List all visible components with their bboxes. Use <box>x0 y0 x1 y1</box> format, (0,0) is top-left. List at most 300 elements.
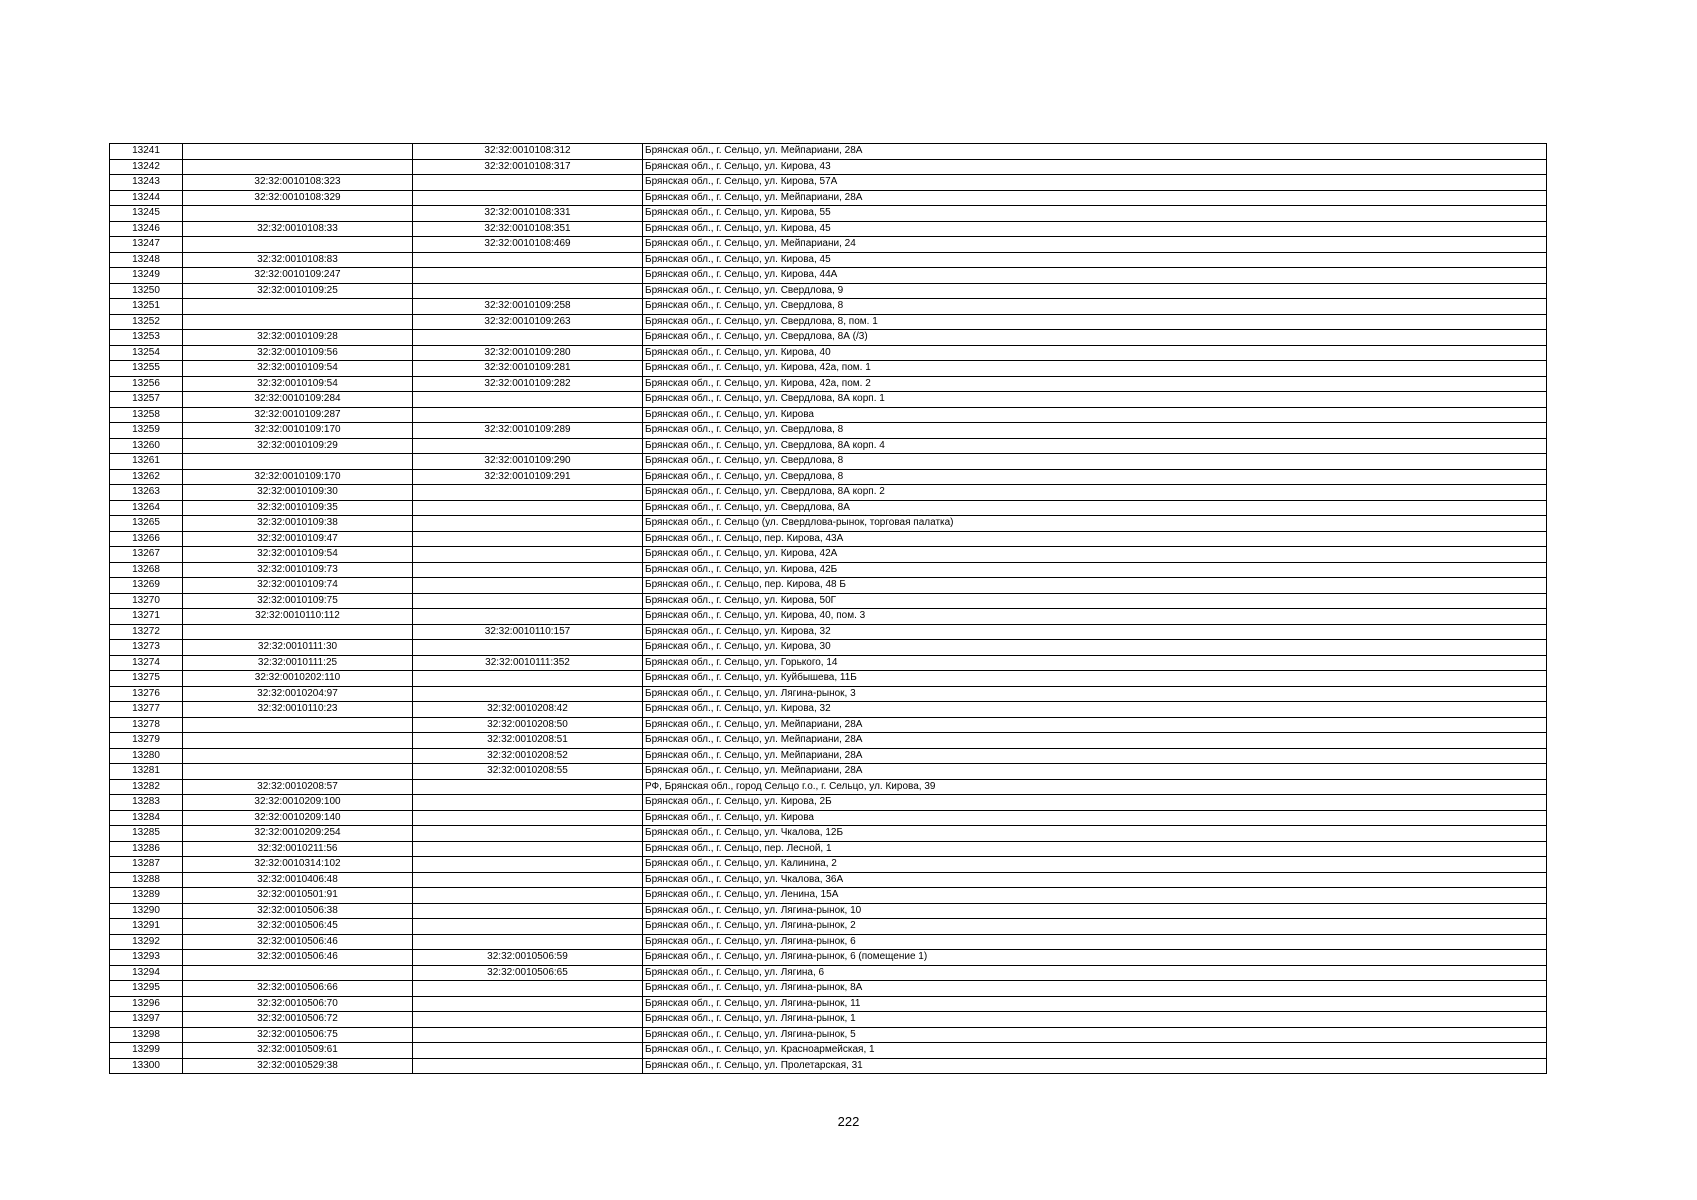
cadastral-number-cell: 32:32:0010109:54 <box>183 547 413 563</box>
cadastral-number-cell: 32:32:0010506:46 <box>183 950 413 966</box>
building-cadastral-number-cell: 32:32:0010208:51 <box>413 733 643 749</box>
table-row <box>110 655 1547 671</box>
table-row <box>110 578 1547 594</box>
table-row <box>110 795 1547 811</box>
table-row <box>110 221 1547 237</box>
building-cadastral-number-cell <box>413 686 643 702</box>
building-cadastral-number-cell <box>413 779 643 795</box>
address-cell: РФ, Брянская обл., город Сельцо г.о., г. Сельцо, ул. Кирова, 39 <box>643 779 1547 795</box>
building-cadastral-number-cell <box>413 810 643 826</box>
table-row <box>110 702 1547 718</box>
address-cell: Брянская обл., г. Сельцо, ул. Свердлова, 8 <box>643 454 1547 470</box>
table-row <box>110 330 1547 346</box>
row-number-cell: 13281 <box>110 764 183 780</box>
table-row <box>110 423 1547 439</box>
table-row <box>110 919 1547 935</box>
building-cadastral-number-cell <box>413 283 643 299</box>
table-row <box>110 965 1547 981</box>
table-row <box>110 361 1547 377</box>
cadastral-number-cell: 32:32:0010109:73 <box>183 562 413 578</box>
building-cadastral-number-cell <box>413 640 643 656</box>
address-cell: Брянская обл., г. Сельцо, ул. Мейпариани, 28А <box>643 144 1547 160</box>
row-number-cell: 13256 <box>110 376 183 392</box>
row-number-cell: 13261 <box>110 454 183 470</box>
table-row <box>110 299 1547 315</box>
table-row <box>110 981 1547 997</box>
address-cell: Брянская обл., г. Сельцо, ул. Лягина-рынок, 2 <box>643 919 1547 935</box>
cadastral-number-cell: 32:32:0010108:33 <box>183 221 413 237</box>
row-number-cell: 13293 <box>110 950 183 966</box>
table-row <box>110 903 1547 919</box>
address-cell: Брянская обл., г. Сельцо, ул. Лягина-рынок, 6 <box>643 934 1547 950</box>
address-cell: Брянская обл., г. Сельцо, пер. Лесной, 1 <box>643 841 1547 857</box>
building-cadastral-number-cell: 32:32:0010109:291 <box>413 469 643 485</box>
building-cadastral-number-cell: 32:32:0010109:263 <box>413 314 643 330</box>
building-cadastral-number-cell <box>413 438 643 454</box>
table-row <box>110 686 1547 702</box>
building-cadastral-number-cell <box>413 407 643 423</box>
address-cell: Брянская обл., г. Сельцо, ул. Мейпариани, 28А <box>643 733 1547 749</box>
table-row <box>110 314 1547 330</box>
address-cell: Брянская обл., г. Сельцо, ул. Кирова, 32 <box>643 702 1547 718</box>
address-cell: Брянская обл., г. Сельцо, ул. Кирова, 43 <box>643 159 1547 175</box>
address-cell: Брянская обл., г. Сельцо, ул. Свердлова, 8А (/3) <box>643 330 1547 346</box>
table-row <box>110 345 1547 361</box>
building-cadastral-number-cell <box>413 609 643 625</box>
building-cadastral-number-cell <box>413 671 643 687</box>
cadastral-number-cell: 32:32:0010529:38 <box>183 1058 413 1074</box>
table-row <box>110 733 1547 749</box>
row-number-cell: 13246 <box>110 221 183 237</box>
table-row <box>110 485 1547 501</box>
table-row <box>110 1058 1547 1074</box>
building-cadastral-number-cell <box>413 500 643 516</box>
table-row <box>110 810 1547 826</box>
row-number-cell: 13282 <box>110 779 183 795</box>
address-cell: Брянская обл., г. Сельцо, пер. Кирова, 48 Б <box>643 578 1547 594</box>
building-cadastral-number-cell: 32:32:0010109:290 <box>413 454 643 470</box>
cadastral-number-cell <box>183 159 413 175</box>
building-cadastral-number-cell <box>413 175 643 191</box>
cadastral-number-cell: 32:32:0010109:25 <box>183 283 413 299</box>
cadastral-number-cell <box>183 764 413 780</box>
cadastral-number-cell: 32:32:0010109:284 <box>183 392 413 408</box>
address-cell: Брянская обл., г. Сельцо, ул. Кирова, 40, пом. 3 <box>643 609 1547 625</box>
cadastral-number-cell: 32:32:0010109:56 <box>183 345 413 361</box>
row-number-cell: 13276 <box>110 686 183 702</box>
table-row <box>110 500 1547 516</box>
address-cell: Брянская обл., г. Сельцо, ул. Свердлова, 9 <box>643 283 1547 299</box>
address-cell: Брянская обл., г. Сельцо, ул. Мейпариани, 28А <box>643 717 1547 733</box>
building-cadastral-number-cell <box>413 392 643 408</box>
row-number-cell: 13294 <box>110 965 183 981</box>
address-cell: Брянская обл., г. Сельцо, ул. Кирова, 45 <box>643 252 1547 268</box>
address-cell: Брянская обл., г. Сельцо, ул. Кирова, 32 <box>643 624 1547 640</box>
row-number-cell: 13280 <box>110 748 183 764</box>
building-cadastral-number-cell: 32:32:0010108:331 <box>413 206 643 222</box>
building-cadastral-number-cell: 32:32:0010108:317 <box>413 159 643 175</box>
building-cadastral-number-cell <box>413 996 643 1012</box>
address-cell: Брянская обл., г. Сельцо, ул. Кирова, 44А <box>643 268 1547 284</box>
table-row <box>110 764 1547 780</box>
table-row <box>110 547 1547 563</box>
table-row <box>110 454 1547 470</box>
address-cell: Брянская обл., г. Сельцо, ул. Кирова, 30 <box>643 640 1547 656</box>
row-number-cell: 13255 <box>110 361 183 377</box>
address-cell: Брянская обл., г. Сельцо, ул. Лягина-рынок, 10 <box>643 903 1547 919</box>
address-cell: Брянская обл., г. Сельцо, ул. Мейпариани, 28А <box>643 190 1547 206</box>
building-cadastral-number-cell <box>413 330 643 346</box>
building-cadastral-number-cell: 32:32:0010108:351 <box>413 221 643 237</box>
row-number-cell: 13242 <box>110 159 183 175</box>
cadastral-number-cell <box>183 144 413 160</box>
address-cell: Брянская обл., г. Сельцо, ул. Лягина-рынок, 11 <box>643 996 1547 1012</box>
cadastral-number-cell: 32:32:0010109:287 <box>183 407 413 423</box>
table-row <box>110 1027 1547 1043</box>
address-cell: Брянская обл., г. Сельцо, ул. Кирова, 57А <box>643 175 1547 191</box>
row-number-cell: 13259 <box>110 423 183 439</box>
address-cell: Брянская обл., г. Сельцо, ул. Свердлова, 8А корп. 4 <box>643 438 1547 454</box>
building-cadastral-number-cell <box>413 547 643 563</box>
address-cell: Брянская обл., г. Сельцо, ул. Мейпариани, 28А <box>643 764 1547 780</box>
cadastral-number-cell <box>183 733 413 749</box>
cadastral-number-cell: 32:32:0010111:30 <box>183 640 413 656</box>
address-cell: Брянская обл., г. Сельцо, ул. Лягина-рынок, 6 (помещение 1) <box>643 950 1547 966</box>
cadastral-number-cell: 32:32:0010111:25 <box>183 655 413 671</box>
address-cell: Брянская обл., г. Сельцо, ул. Кирова, 42а, пом. 1 <box>643 361 1547 377</box>
table-row <box>110 888 1547 904</box>
table-row <box>110 283 1547 299</box>
row-number-cell: 13277 <box>110 702 183 718</box>
table-row <box>110 826 1547 842</box>
row-number-cell: 13264 <box>110 500 183 516</box>
row-number-cell: 13289 <box>110 888 183 904</box>
building-cadastral-number-cell <box>413 593 643 609</box>
registry-table <box>109 143 1547 1074</box>
row-number-cell: 13291 <box>110 919 183 935</box>
row-number-cell: 13270 <box>110 593 183 609</box>
address-cell: Брянская обл., г. Сельцо, ул. Свердлова, 8А <box>643 500 1547 516</box>
table-row <box>110 1043 1547 1059</box>
cadastral-number-cell: 32:32:0010506:38 <box>183 903 413 919</box>
table-row <box>110 624 1547 640</box>
row-number-cell: 13278 <box>110 717 183 733</box>
cadastral-number-cell <box>183 237 413 253</box>
row-number-cell: 13273 <box>110 640 183 656</box>
cadastral-number-cell: 32:32:0010109:74 <box>183 578 413 594</box>
row-number-cell: 13253 <box>110 330 183 346</box>
address-cell: Брянская обл., г. Сельцо, ул. Кирова, 40 <box>643 345 1547 361</box>
address-cell: Брянская обл., г. Сельцо, ул. Кирова, 55 <box>643 206 1547 222</box>
cadastral-number-cell: 32:32:0010202:110 <box>183 671 413 687</box>
cadastral-number-cell: 32:32:0010110:112 <box>183 609 413 625</box>
table-row <box>110 593 1547 609</box>
cadastral-number-cell: 32:32:0010109:54 <box>183 361 413 377</box>
table-row <box>110 252 1547 268</box>
table-row <box>110 159 1547 175</box>
cadastral-number-cell: 32:32:0010109:247 <box>183 268 413 284</box>
cadastral-number-cell: 32:32:0010506:45 <box>183 919 413 935</box>
row-number-cell: 13272 <box>110 624 183 640</box>
row-number-cell: 13266 <box>110 531 183 547</box>
table-row <box>110 872 1547 888</box>
address-cell: Брянская обл., г. Сельцо, ул. Мейпариани, 24 <box>643 237 1547 253</box>
row-number-cell: 13248 <box>110 252 183 268</box>
cadastral-number-cell: 32:32:0010108:323 <box>183 175 413 191</box>
building-cadastral-number-cell <box>413 857 643 873</box>
row-number-cell: 13250 <box>110 283 183 299</box>
table-row <box>110 268 1547 284</box>
table-row <box>110 562 1547 578</box>
building-cadastral-number-cell <box>413 872 643 888</box>
row-number-cell: 13260 <box>110 438 183 454</box>
cadastral-number-cell <box>183 454 413 470</box>
address-cell: Брянская обл., г. Сельцо, ул. Кирова, 50Г <box>643 593 1547 609</box>
cadastral-number-cell: 32:32:0010109:170 <box>183 469 413 485</box>
table-row <box>110 950 1547 966</box>
table-row <box>110 671 1547 687</box>
table-body <box>110 144 1547 1074</box>
address-cell: Брянская обл., г. Сельцо, ул. Красноармейская, 1 <box>643 1043 1547 1059</box>
cadastral-number-cell: 32:32:0010208:57 <box>183 779 413 795</box>
cadastral-number-cell <box>183 206 413 222</box>
building-cadastral-number-cell: 32:32:0010506:59 <box>413 950 643 966</box>
building-cadastral-number-cell: 32:32:0010109:289 <box>413 423 643 439</box>
building-cadastral-number-cell <box>413 826 643 842</box>
address-cell: Брянская обл., г. Сельцо, ул. Свердлова, 8А корп. 2 <box>643 485 1547 501</box>
building-cadastral-number-cell: 32:32:0010506:65 <box>413 965 643 981</box>
row-number-cell: 13297 <box>110 1012 183 1028</box>
cadastral-number-cell: 32:32:0010109:54 <box>183 376 413 392</box>
table-row <box>110 237 1547 253</box>
cadastral-number-cell: 32:32:0010506:70 <box>183 996 413 1012</box>
table-row <box>110 175 1547 191</box>
row-number-cell: 13265 <box>110 516 183 532</box>
building-cadastral-number-cell <box>413 795 643 811</box>
building-cadastral-number-cell: 32:32:0010109:281 <box>413 361 643 377</box>
row-number-cell: 13241 <box>110 144 183 160</box>
building-cadastral-number-cell: 32:32:0010109:282 <box>413 376 643 392</box>
building-cadastral-number-cell <box>413 981 643 997</box>
row-number-cell: 13267 <box>110 547 183 563</box>
building-cadastral-number-cell: 32:32:0010111:352 <box>413 655 643 671</box>
cadastral-number-cell: 32:32:0010209:254 <box>183 826 413 842</box>
address-cell: Брянская обл., г. Сельцо, ул. Кирова, 2Б <box>643 795 1547 811</box>
cadastral-number-cell: 32:32:0010109:28 <box>183 330 413 346</box>
address-cell: Брянская обл., г. Сельцо, ул. Кирова <box>643 407 1547 423</box>
building-cadastral-number-cell <box>413 841 643 857</box>
building-cadastral-number-cell: 32:32:0010208:52 <box>413 748 643 764</box>
row-number-cell: 13274 <box>110 655 183 671</box>
table-row <box>110 190 1547 206</box>
cadastral-number-cell: 32:32:0010109:170 <box>183 423 413 439</box>
row-number-cell: 13295 <box>110 981 183 997</box>
building-cadastral-number-cell <box>413 578 643 594</box>
building-cadastral-number-cell: 32:32:0010110:157 <box>413 624 643 640</box>
address-cell: Брянская обл., г. Сельцо, ул. Кирова, 42Б <box>643 562 1547 578</box>
cadastral-number-cell: 32:32:0010506:72 <box>183 1012 413 1028</box>
table-row <box>110 841 1547 857</box>
cadastral-number-cell: 32:32:0010406:48 <box>183 872 413 888</box>
table-row <box>110 407 1547 423</box>
row-number-cell: 13263 <box>110 485 183 501</box>
building-cadastral-number-cell: 32:32:0010208:50 <box>413 717 643 733</box>
building-cadastral-number-cell <box>413 516 643 532</box>
row-number-cell: 13287 <box>110 857 183 873</box>
cadastral-number-cell: 32:32:0010501:91 <box>183 888 413 904</box>
address-cell: Брянская обл., г. Сельцо, ул. Пролетарская, 31 <box>643 1058 1547 1074</box>
row-number-cell: 13252 <box>110 314 183 330</box>
address-cell: Брянская обл., г. Сельцо, ул. Кирова, 42а, пом. 2 <box>643 376 1547 392</box>
cadastral-number-cell: 32:32:0010110:23 <box>183 702 413 718</box>
building-cadastral-number-cell <box>413 562 643 578</box>
building-cadastral-number-cell <box>413 531 643 547</box>
row-number-cell: 13249 <box>110 268 183 284</box>
address-cell: Брянская обл., г. Сельцо, ул. Свердлова, 8А корп. 1 <box>643 392 1547 408</box>
row-number-cell: 13292 <box>110 934 183 950</box>
building-cadastral-number-cell <box>413 903 643 919</box>
table-row <box>110 438 1547 454</box>
cadastral-number-cell: 32:32:0010108:83 <box>183 252 413 268</box>
cadastral-number-cell: 32:32:0010209:100 <box>183 795 413 811</box>
row-number-cell: 13247 <box>110 237 183 253</box>
row-number-cell: 13298 <box>110 1027 183 1043</box>
row-number-cell: 13275 <box>110 671 183 687</box>
cadastral-number-cell: 32:32:0010109:38 <box>183 516 413 532</box>
table-row <box>110 640 1547 656</box>
address-cell: Брянская обл., г. Сельцо, ул. Лягина-рынок, 3 <box>643 686 1547 702</box>
address-cell: Брянская обл., г. Сельцо, ул. Кирова, 42А <box>643 547 1547 563</box>
address-cell: Брянская обл., г. Сельцо, ул. Мейпариани, 28А <box>643 748 1547 764</box>
row-number-cell: 13284 <box>110 810 183 826</box>
row-number-cell: 13245 <box>110 206 183 222</box>
building-cadastral-number-cell <box>413 934 643 950</box>
cadastral-number-cell: 32:32:0010209:140 <box>183 810 413 826</box>
row-number-cell: 13271 <box>110 609 183 625</box>
table-row <box>110 469 1547 485</box>
address-cell: Брянская обл., г. Сельцо, ул. Куйбышева, 11Б <box>643 671 1547 687</box>
address-cell: Брянская обл., г. Сельцо, ул. Ленина, 15А <box>643 888 1547 904</box>
cadastral-number-cell: 32:32:0010509:61 <box>183 1043 413 1059</box>
address-cell: Брянская обл., г. Сельцо, ул. Лягина, 6 <box>643 965 1547 981</box>
row-number-cell: 13296 <box>110 996 183 1012</box>
row-number-cell: 13285 <box>110 826 183 842</box>
cadastral-number-cell <box>183 299 413 315</box>
table-row <box>110 144 1547 160</box>
cadastral-number-cell: 32:32:0010109:30 <box>183 485 413 501</box>
address-cell: Брянская обл., г. Сельцо, ул. Свердлова, 8 <box>643 469 1547 485</box>
page-number: 222 <box>837 1114 860 1129</box>
building-cadastral-number-cell: 32:32:0010208:42 <box>413 702 643 718</box>
row-number-cell: 13268 <box>110 562 183 578</box>
cadastral-number-cell: 32:32:0010506:46 <box>183 934 413 950</box>
building-cadastral-number-cell: 32:32:0010108:469 <box>413 237 643 253</box>
cadastral-number-cell: 32:32:0010109:35 <box>183 500 413 516</box>
address-cell: Брянская обл., г. Сельцо, ул. Лягина-рынок, 8А <box>643 981 1547 997</box>
address-cell: Брянская обл., г. Сельцо, ул. Свердлова, 8 <box>643 423 1547 439</box>
building-cadastral-number-cell <box>413 888 643 904</box>
row-number-cell: 13254 <box>110 345 183 361</box>
row-number-cell: 13299 <box>110 1043 183 1059</box>
row-number-cell: 13300 <box>110 1058 183 1074</box>
address-cell: Брянская обл., г. Сельцо, ул. Кирова, 45 <box>643 221 1547 237</box>
cadastral-number-cell: 32:32:0010109:29 <box>183 438 413 454</box>
building-cadastral-number-cell <box>413 1043 643 1059</box>
row-number-cell: 13258 <box>110 407 183 423</box>
table-row <box>110 857 1547 873</box>
table-row <box>110 934 1547 950</box>
cadastral-number-cell <box>183 748 413 764</box>
row-number-cell: 13244 <box>110 190 183 206</box>
table-row <box>110 996 1547 1012</box>
table-row <box>110 376 1547 392</box>
table-row <box>110 609 1547 625</box>
address-cell: Брянская обл., г. Сельцо, ул. Чкалова, 12Б <box>643 826 1547 842</box>
row-number-cell: 13288 <box>110 872 183 888</box>
cadastral-number-cell <box>183 717 413 733</box>
address-cell: Брянская обл., г. Сельцо, ул. Свердлова, 8 <box>643 299 1547 315</box>
building-cadastral-number-cell: 32:32:0010108:312 <box>413 144 643 160</box>
row-number-cell: 13251 <box>110 299 183 315</box>
building-cadastral-number-cell <box>413 252 643 268</box>
building-cadastral-number-cell: 32:32:0010208:55 <box>413 764 643 780</box>
row-number-cell: 13286 <box>110 841 183 857</box>
row-number-cell: 13283 <box>110 795 183 811</box>
building-cadastral-number-cell <box>413 919 643 935</box>
table-row <box>110 206 1547 222</box>
address-cell: Брянская обл., г. Сельцо (ул. Свердлова-рынок, торговая палатка) <box>643 516 1547 532</box>
cadastral-number-cell: 32:32:0010506:75 <box>183 1027 413 1043</box>
cadastral-number-cell: 32:32:0010314:102 <box>183 857 413 873</box>
table-row <box>110 717 1547 733</box>
building-cadastral-number-cell <box>413 268 643 284</box>
address-cell: Брянская обл., г. Сельцо, ул. Лягина-рынок, 5 <box>643 1027 1547 1043</box>
table-row <box>110 516 1547 532</box>
table-row <box>110 531 1547 547</box>
address-cell: Брянская обл., г. Сельцо, ул. Чкалова, 36А <box>643 872 1547 888</box>
table-row <box>110 392 1547 408</box>
cadastral-number-cell <box>183 314 413 330</box>
building-cadastral-number-cell <box>413 1058 643 1074</box>
building-cadastral-number-cell: 32:32:0010109:280 <box>413 345 643 361</box>
cadastral-number-cell <box>183 965 413 981</box>
table-row <box>110 779 1547 795</box>
row-number-cell: 13257 <box>110 392 183 408</box>
cadastral-number-cell <box>183 624 413 640</box>
row-number-cell: 13262 <box>110 469 183 485</box>
address-cell: Брянская обл., г. Сельцо, ул. Свердлова, 8, пом. 1 <box>643 314 1547 330</box>
cadastral-number-cell: 32:32:0010108:329 <box>183 190 413 206</box>
table-row <box>110 748 1547 764</box>
address-cell: Брянская обл., г. Сельцо, ул. Горького, 14 <box>643 655 1547 671</box>
row-number-cell: 13269 <box>110 578 183 594</box>
row-number-cell: 13243 <box>110 175 183 191</box>
address-cell: Брянская обл., г. Сельцо, ул. Лягина-рынок, 1 <box>643 1012 1547 1028</box>
building-cadastral-number-cell <box>413 485 643 501</box>
cadastral-number-cell: 32:32:0010109:75 <box>183 593 413 609</box>
address-cell: Брянская обл., г. Сельцо, пер. Кирова, 43А <box>643 531 1547 547</box>
cadastral-number-cell: 32:32:0010204:97 <box>183 686 413 702</box>
address-cell: Брянская обл., г. Сельцо, ул. Кирова <box>643 810 1547 826</box>
table-row <box>110 1012 1547 1028</box>
row-number-cell: 13279 <box>110 733 183 749</box>
building-cadastral-number-cell: 32:32:0010109:258 <box>413 299 643 315</box>
row-number-cell: 13290 <box>110 903 183 919</box>
building-cadastral-number-cell <box>413 1012 643 1028</box>
address-cell: Брянская обл., г. Сельцо, ул. Калинина, 2 <box>643 857 1547 873</box>
cadastral-number-cell: 32:32:0010109:47 <box>183 531 413 547</box>
building-cadastral-number-cell <box>413 1027 643 1043</box>
